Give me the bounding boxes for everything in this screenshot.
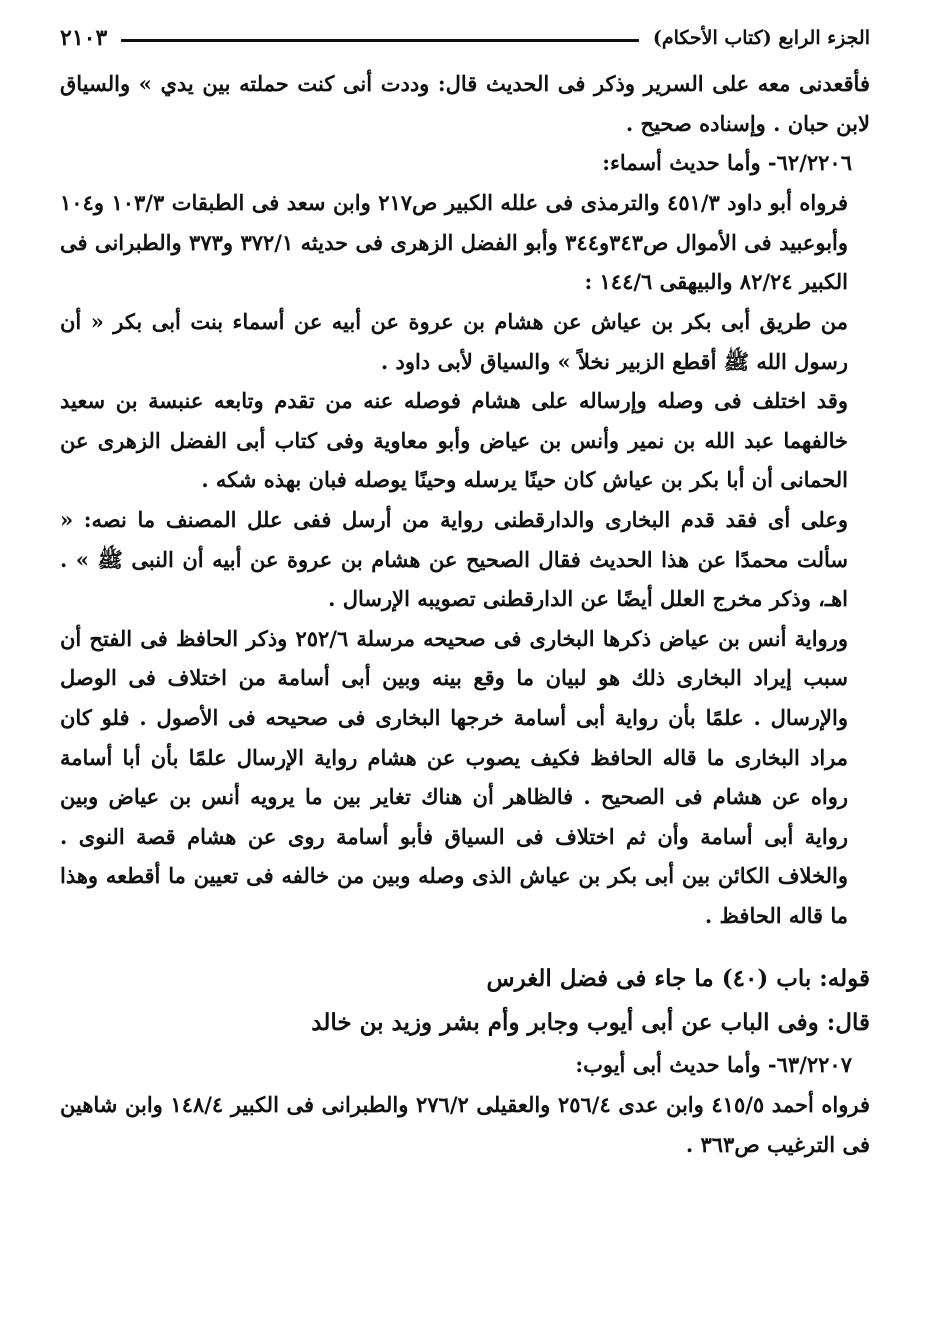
paragraph-abu-ayyub-sources: فرواه أحمد ٤١٥/٥ وابن عدى ٢٥٦/٤ والعقيلى ٢٧٦/٢ والطبرانى فى الكبير ١٤٨/٤ وابن شاهين فى الترغيب ص٣٦٣ . (60, 1092, 870, 1158)
running-title: الجزء الرابع (كتاب الأحكام) (652, 26, 870, 49)
page-header (60, 18, 870, 58)
section-abu-ayyub (60, 1045, 870, 1164)
section-spacer (60, 935, 870, 957)
paragraph-disagreement: وقد اختلف فى وصله وإرساله على هشام فوصله عنه من تقدم وتابعه عنبسة بن سعيد خالفهما عبد الله بن نمير وأنس بن عياض وأبو معاوية وفى كتاب أبى الفضل الزهرى عن الحمانى أن أبا بكر بن عياش كان حينًا يرسله وحينًا يوصله فبان بهذه شكه . (60, 388, 848, 493)
chapter-title: قوله: باب (٤٠) ما جاء فى فضل الغرس (486, 965, 870, 993)
chapter-subtitle: قال: وفى الباب عن أبى أيوب وجابر وأم بشر وزيد بن خالد (311, 1009, 870, 1037)
paragraph-ilal: وعلى أى فقد قدم البخارى والدارقطنى رواية من أرسل ففى علل المصنف ما نصه: « سألت محمدًا عن هذا الحديث فقال الصحيح عن هشام بن عروة عن أبيه أن النبى ﷺ » . اهـ، وذكر مخرج العلل أيضًا عن الدارقطنى تصويبه الإرسال . (60, 506, 848, 612)
paragraph-chain: من طريق أبى بكر بن عياش عن هشام بن عروة عن أبيه عن أسماء بنت أبى بكر « أن رسول الله ﷺ أقطع الزبير نخلاً » والسياق لأبى داود . (60, 308, 848, 374)
hadith-heading-asma: ٦٢/٢٢٠٦- وأما حديث أسماء: (602, 150, 852, 176)
book-page (60, 18, 870, 1314)
paragraph-continuation: فأقعدنى معه على السرير وذكر فى الحديث قال: وددت أنى كنت حملته بين يدي » والسياق لابن حبان . وإسناده صحيح . (60, 71, 870, 136)
paragraph-sources: فرواه أبو داود ٤٥١/٣ والترمذى فى علله الكبير ص٢١٧ وابن سعد فى الطبقات ١٠٣/٣ و١٠٤ وأبوعبيد فى الأموال ص٣٤٣و٣٤٤ وأبو الفضل الزهرى فى حديثه ٣٧٢/١ و٣٧٣ والطبرانى فى الكبير ٨٢/٢٤ والبيهقى ١٤٤/٦ : (60, 190, 849, 295)
header-rule (121, 39, 639, 42)
page-number: ٢١٠٣ (60, 25, 108, 51)
hadith-heading-abu-ayyub: ٦٣/٢٢٠٧- وأما حديث أبى أيوب: (575, 1052, 852, 1078)
paragraph-anas-riwaya: ورواية أنس بن عياض ذكرها البخارى فى صحيحه مرسلة ٢٥٢/٦ وذكر الحافظ فى الفتح أن سبب إيراد البخارى ذلك هو لبيان ما وقع بينه وبين أبى أسامة من اختلاف فى الوصل والإرسال . علمًا بأن رواية أبى أسامة خرجها البخارى فى صحيحه فى الأصول . فلو كان مراد البخارى ما قاله الحافظ فكيف يصوب عن هشام رواية الإرسال علمًا بأن أبا أسامة رواه عن هشام فى الصحيح . فالظاهر أن هناك تغاير بين ما يرويه أنس بن عياض وبين رواية أبى أسامة وأن ثم اختلاف فى السياق فأبو أسامة روى عن هشام قصة النوى . والخلاف الكائن بين أبى بكر بن عياش الذى وصله وبين من خالفه فى تعيين ما أقطعه وهذا ما قاله الحافظ . (60, 625, 848, 928)
